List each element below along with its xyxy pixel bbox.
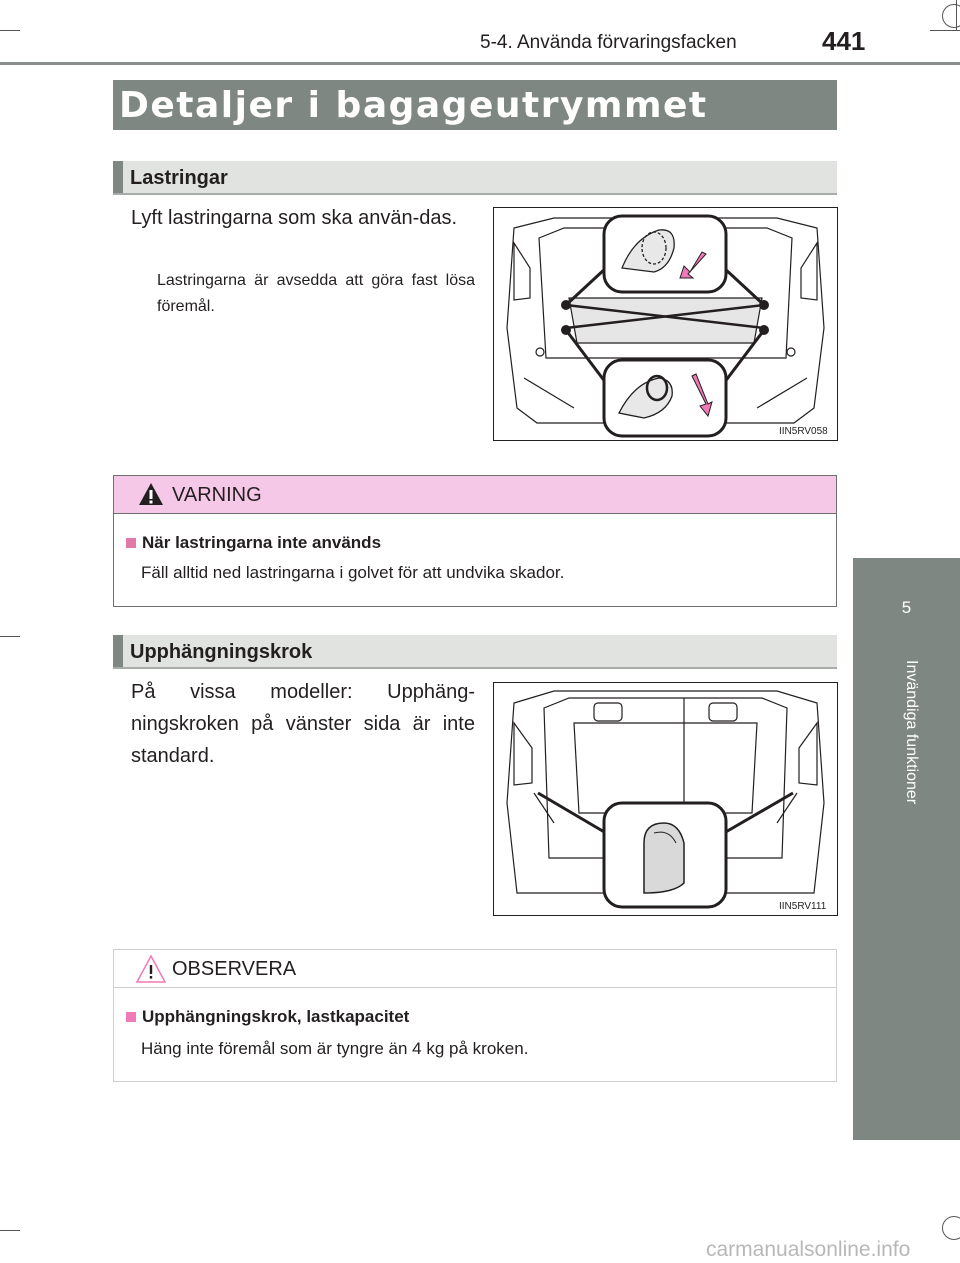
warning-title: VARNING [172,484,262,506]
warning-item-title [126,533,381,553]
hook-illustration [494,683,837,915]
figure-code: IIN5RV111 [779,901,827,912]
cargo-rings-illustration [494,208,837,440]
section-body: Lyft lastringarna som ska använ-das. [131,207,458,229]
subheading-bar [113,635,123,667]
subheading-bar [113,161,123,193]
header-rule [0,62,960,65]
warning-item-text: Fäll alltid ned lastringarna i golvet för att undvika skador. [141,563,565,582]
chapter-label: Invändiga funktioner [903,660,920,805]
section-header: 5-4. Använda förvaringsfacken [480,32,737,53]
crop-mark [0,1230,20,1231]
bullet-square [126,538,136,548]
warning-icon [138,482,164,506]
notice-box [113,949,837,1082]
notice-item-title-text: Upphängningskrok, lastkapacitet [142,1007,410,1026]
chapter-tab [853,558,960,1140]
crop-mark [0,636,20,637]
caution-icon [136,955,166,983]
section-note: Lastringarna är avsedda att göra fast lösa föremål. [157,272,475,315]
registration-mark [942,1216,960,1240]
bullet-square [126,1012,136,1022]
chapter-number: 5 [901,598,912,617]
subheading-text: Lastringar [130,167,228,189]
subheading-upphangningskrok [113,635,837,669]
notice-item-title [126,1007,409,1027]
subheading-lastringar [113,161,837,195]
crop-mark [0,30,20,31]
warning-box [113,475,837,607]
section-body: På vissa modeller: Upphäng-ningskroken på vänster sida är inte standard. [131,681,475,767]
crop-mark [930,30,960,31]
figure-upphangningskrok [493,682,838,916]
crop-mark [956,0,957,30]
warning-header [114,476,836,514]
figure-code: IIN5RV058 [779,426,828,437]
subheading-text: Upphängningskrok [130,641,313,663]
page-title: Detaljer i bagageutrymmet [113,80,837,130]
notice-header [114,950,836,988]
page-number: 441 [822,26,866,56]
notice-item-text: Häng inte föremål som är tyngre än 4 kg på kroken. [141,1039,529,1058]
notice-title: OBSERVERA [172,958,297,980]
registration-mark [942,4,960,28]
watermark: carmanualsonline.info [706,1238,911,1261]
figure-lastringar [493,207,838,441]
warning-item-title-text: När lastringarna inte används [142,533,382,552]
